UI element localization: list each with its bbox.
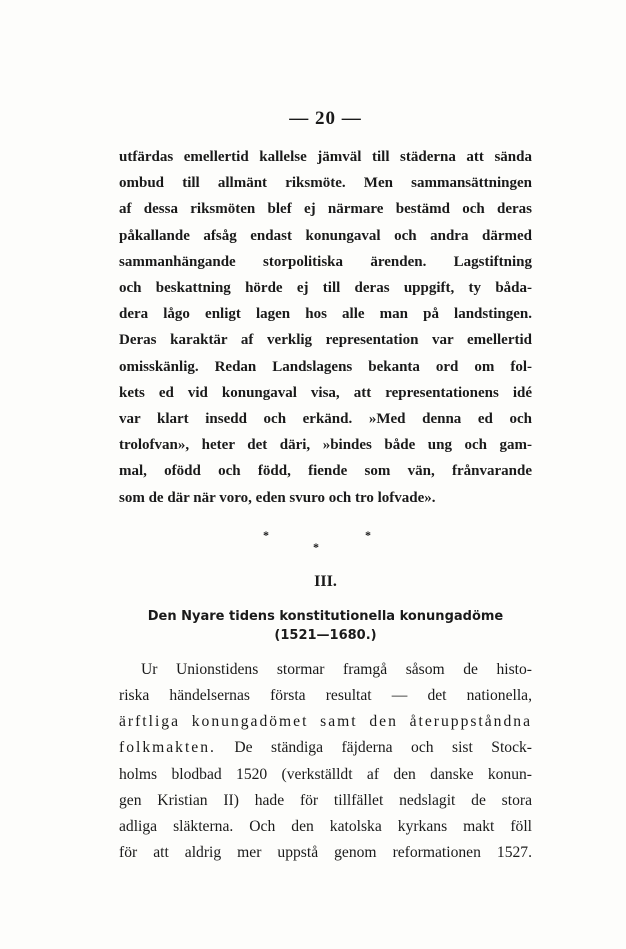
page-number: — 20 — [289,108,362,129]
section-number: III. [314,572,337,590]
text-line: gen Kristian II) hade för tillfället nedslagit de stora [119,791,532,809]
spaced-word: folkmakten. [119,739,216,757]
text-line: ärftliga konungadömet samt den återuppståndna [119,713,532,731]
text-line [119,735,532,761]
text-line: och beskattning hörde ej till deras uppgift, ty båda- [119,280,532,297]
book-page [119,108,532,866]
text-line: var klart insedd och erkänd. »Med denna ed och [119,411,532,428]
text-line: kets ed vid konungaval visa, att representationens idé [119,384,532,401]
section-title-dates: (1521—1680.) [274,627,377,643]
text-line: adliga släkterna. Och den katolska kyrkans makt föll [119,818,532,836]
text-line: Deras karaktär af verklig representation var emellertid [119,332,532,349]
text-line: holms blodbad 1520 (verkställdt af den danske konun- [119,765,532,783]
ornament-star: * [365,527,371,542]
text-line: af dessa riksmöten blef ej närmare bestämd och deras [119,201,532,218]
paragraph-1 [119,144,532,511]
text-line: utfärdas emellertid kallelse jämväl till städerna att sända [119,149,532,165]
ornament-star: * [263,527,269,542]
section-title [119,607,532,645]
text-line: Ur Unionstidens stormar framgå såsom de histo- [141,660,532,678]
text-line: riska händelsernas första resultat — det nationella, [119,687,532,705]
text-line: ombud till allmänt riksmöte. Men sammansättningen [119,175,532,192]
paragraph-2 [119,657,532,867]
text-line: för att aldrig mer uppstå genom reformationen 1527. [119,844,532,862]
text-line: som de där när voro, eden svuro och tro lofvade». [119,489,436,506]
text-line: dera lågo enligt lagen hos alle man på landstingen. [119,306,532,323]
asterism-ornament [119,525,532,565]
text-fragment: De ständiga fäjderna och sist Stock- [215,739,532,757]
text-line: trolofvan», heter det däri, »bindes både ung och gam- [119,437,532,454]
text-line: sammanhängande storpolitiska ärenden. Lagstiftning [119,253,532,270]
text-line: påkallande afsåg endast konungaval och andra därmed [119,227,532,244]
section-title-line: Den Nyare tidens konstitutionella konungadöme [147,608,504,624]
text-line: mal, ofödd och född, fiende som vän, frånvarande [119,463,532,480]
ornament-star: * [313,539,319,554]
text-line: omisskänlig. Redan Landslagens bekanta ord om fol- [119,358,532,375]
